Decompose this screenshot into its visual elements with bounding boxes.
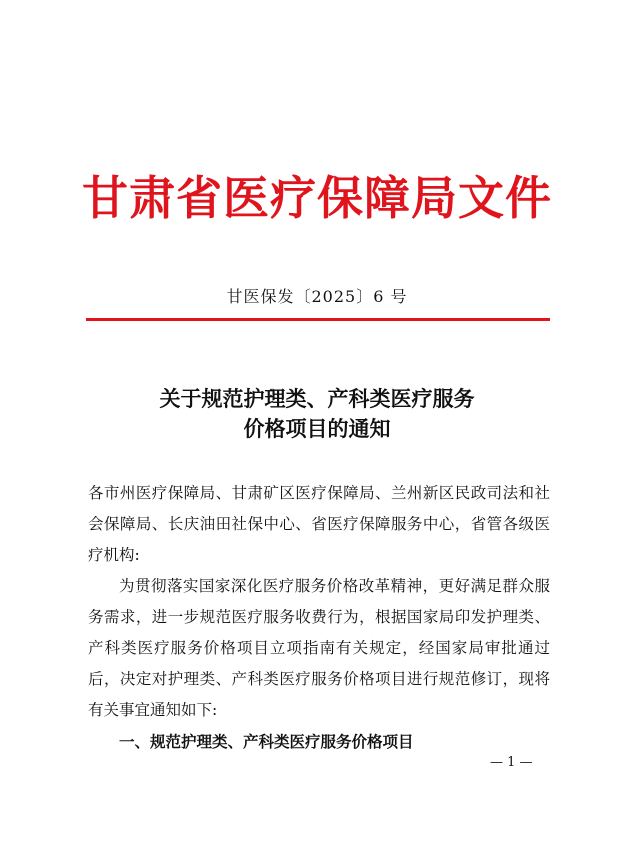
document-body [88, 478, 550, 757]
notice-title-line-1: 关于规范护理类、产科类医疗服务 [159, 386, 475, 411]
section-heading-1: 一、规范护理类、产科类医疗服务价格项目 [119, 732, 414, 751]
document-number: 甘医保发〔2025〕6 号 [226, 287, 408, 306]
notice-title [0, 384, 634, 444]
notice-title-line-2: 价格项目的通知 [243, 416, 391, 441]
addressee-paragraph: 各市州医疗保障局、甘肃矿区医疗保障局、兰州新区民政司法和社会保障局、长庆油田社保中心、省医疗保障服务中心，省管各级医疗机构: [88, 484, 550, 564]
red-separator-line [86, 318, 550, 321]
body-paragraph-1: 为贯彻落实国家深化医疗服务价格改革精神，更好满足群众服务需求，进一步规范医疗服务收费行为，根据国家局印发护理类、产科类医疗服务价格项目立项指南有关规定，经国家局审批通过后，决定对护理类、产科类医疗服务价格项目进行规范修订，现将有关事宜通知如下: [88, 577, 550, 719]
page-number: — 1 — [490, 755, 533, 770]
masthead-title: 甘肃省医疗保障局文件 [82, 171, 552, 225]
